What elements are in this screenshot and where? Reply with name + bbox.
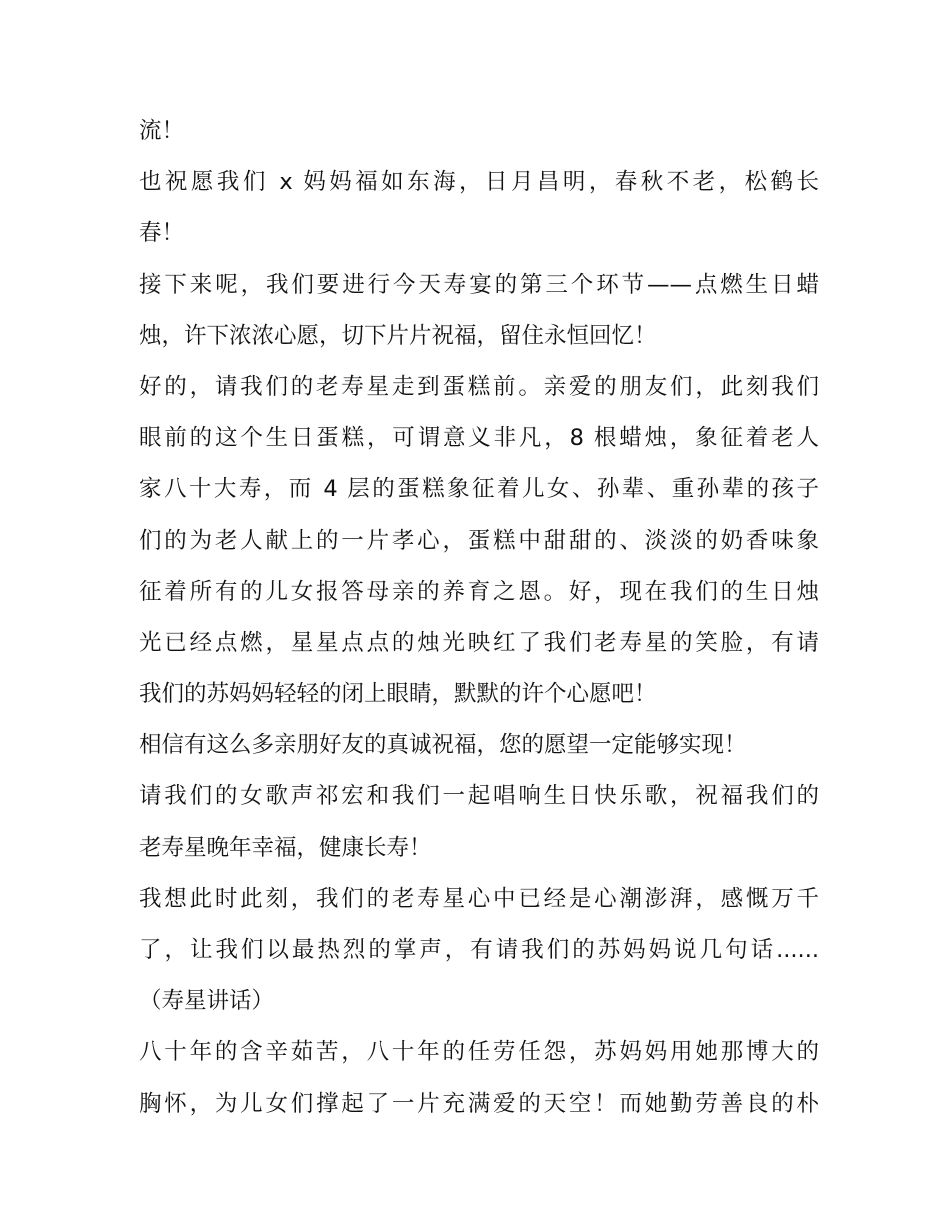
- text-line: 相信有这么多亲朋好友的真诚祝福，您的愿望一定能够实现！: [139, 732, 747, 759]
- text-line: 老寿星晚年幸福，健康长寿！: [139, 834, 432, 861]
- text-line: 眼前的这个生日蛋糕，可谓意义非凡，8 根蜡烛，象征着老人: [139, 425, 819, 452]
- document-body: [139, 106, 819, 1130]
- text-line: 请我们的女歌声祁宏和我们一起唱响生日快乐歌，祝福我们的: [139, 783, 819, 810]
- text-line: 我们的苏妈妈轻轻的闭上眼睛，默默的许个心愿吧！: [139, 681, 657, 708]
- text-line: 春！: [139, 220, 185, 247]
- text-line: 胸怀，为儿女们撑起了一片充满爱的天空！而她勤劳善良的朴: [139, 1090, 819, 1117]
- text-line: 接下来呢，我们要进行今天寿宴的第三个环节——点燃生日蜡: [139, 271, 819, 298]
- text-line: 流！: [139, 118, 185, 144]
- text-line: 八十年的含辛茹苦，八十年的任劳任怨，苏妈妈用她那博大的: [139, 1039, 819, 1066]
- text-line: 也祝愿我们 x 妈妈福如东海，日月昌明，春秋不老，松鹤长: [139, 169, 819, 196]
- text-line: 光已经点燃，星星点点的烛光映红了我们老寿星的笑脸，有请: [139, 629, 819, 656]
- text-line: 我想此时此刻，我们的老寿星心中已经是心潮澎湃，感慨万千: [139, 885, 819, 912]
- text-line: 了，让我们以最热烈的掌声，有请我们的苏妈妈说几句话......: [139, 937, 819, 963]
- text-line: 家八十大寿，而 4 层的蛋糕象征着儿女、孙辈、重孙辈的孩子: [139, 476, 819, 503]
- text-line: 征着所有的儿女报答母亲的养育之恩。好，现在我们的生日烛: [139, 578, 819, 605]
- text-line: 们的为老人献上的一片孝心，蛋糕中甜甜的、淡淡的奶香味象: [139, 527, 819, 554]
- text-line: （寿星讲话）: [139, 988, 275, 1015]
- text-line: 好的，请我们的老寿星走到蛋糕前。亲爱的朋友们，此刻我们: [139, 373, 819, 400]
- text-line: 烛，许下浓浓心愿，切下片片祝福，留住永恒回忆！: [139, 322, 657, 349]
